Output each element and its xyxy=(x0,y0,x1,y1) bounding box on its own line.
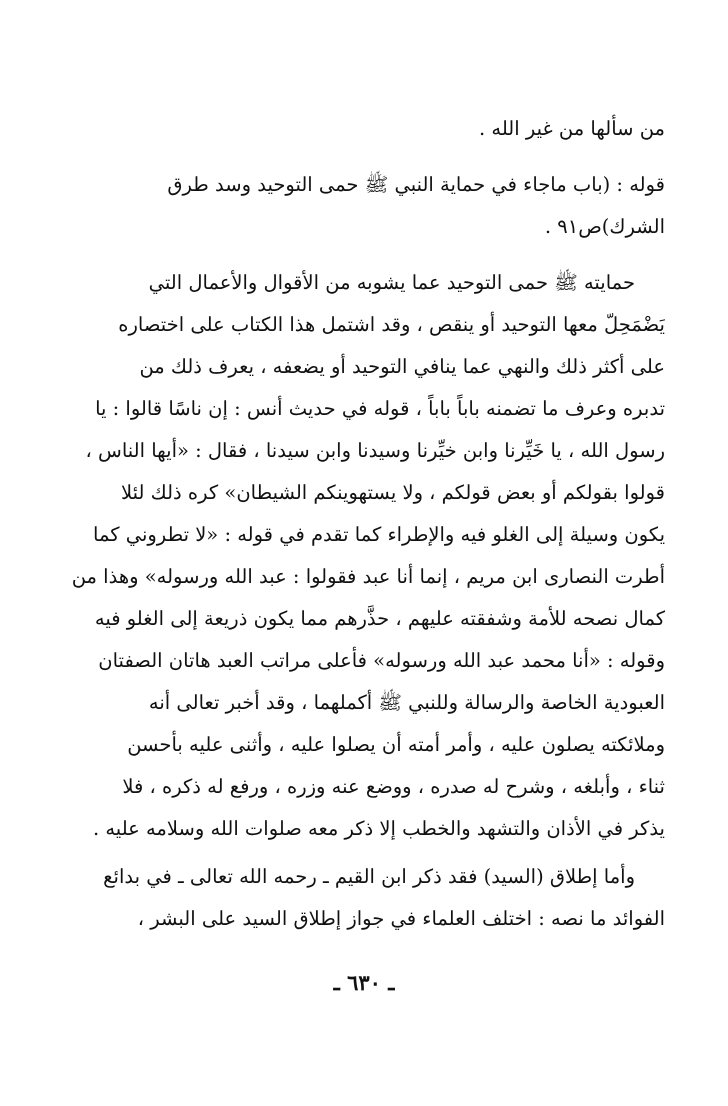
text-line: العبودية الخاصة والرسالة وللنبي ﷺ أكملهما ، وقد أخبر تعالى أنه xyxy=(148,691,665,714)
text-line: يذكر في الأذان والتشهد والخطب إلا ذكر معه صلوات الله وسلامه عليه . xyxy=(92,817,665,840)
text-line: وأما إطلاق (السيد) فقد ذكر ابن القيم ـ رحمه الله تعالى ـ في بدائع xyxy=(103,865,635,888)
page-number: ـ ٦٣٠ ـ xyxy=(333,970,395,995)
page-body xyxy=(68,108,665,940)
text-line: وملائكته يصلون عليه ، وأمر أمته أن يصلوا عليه ، وأثنى عليه بأحسن xyxy=(127,733,665,756)
text-line: وقوله : «أنا محمد عبد الله ورسوله» فأعلى مراتب العبد هاتان الصفتان xyxy=(98,649,665,672)
text-line: قولوا بقولكم أو بعض قولكم ، ولا يستهوينكم الشيطان» كره ذلك لئلا xyxy=(121,481,665,504)
text-line: يكون وسيلة إلى الغلو فيه والإطراء كما تقدم في قوله : «لا تطروني كما xyxy=(93,523,665,546)
text-line: كمال نصحه للأمة وشفقته عليهم ، حذَّرهم مما يكون ذريعة إلى الغلو فيه xyxy=(94,607,665,630)
text-line: من سألها من غير الله . xyxy=(478,117,665,140)
text-line: قوله : (باب ماجاء في حماية النبي ﷺ حمى التوحيد وسد طرق xyxy=(167,173,665,196)
text-line: الشرك)ص٩١ . xyxy=(544,215,665,238)
text-line: ثناء ، وأبلغه ، وشرح له صدره ، ووضع عنه وزره ، ورفع له ذكره ، فلا xyxy=(122,775,665,798)
text-line: يَضْمَحِلّ معها التوحيد أو ينقص ، وقد اشتمل هذا الكتاب على اختصاره xyxy=(118,313,665,336)
text-line: حمايته ﷺ حمى التوحيد عما يشوبه من الأقوال والأعمال التي xyxy=(148,271,635,294)
text-line: على أكثر ذلك والنهي عما ينافي التوحيد أو يضعفه ، يعرف ذلك من xyxy=(139,355,665,378)
text-line: أطرت النصارى ابن مريم ، إنما أنا عبد فقولوا : عبد الله ورسوله» وهذا من xyxy=(71,565,665,588)
text-line: رسول الله ، يا خَيِّرنا وابن خيِّرنا وسيدنا وابن سيدنا ، فقال : «أيها الناس ، xyxy=(85,439,665,462)
text-line: الفوائد ما نصه : اختلف العلماء في جواز إطلاق السيد على البشر ، xyxy=(137,907,665,930)
text-line: تدبره وعرف ما تضمنه باباً باباً ، قوله في حديث أنس : إن ناسًا قالوا : يا xyxy=(95,397,665,420)
